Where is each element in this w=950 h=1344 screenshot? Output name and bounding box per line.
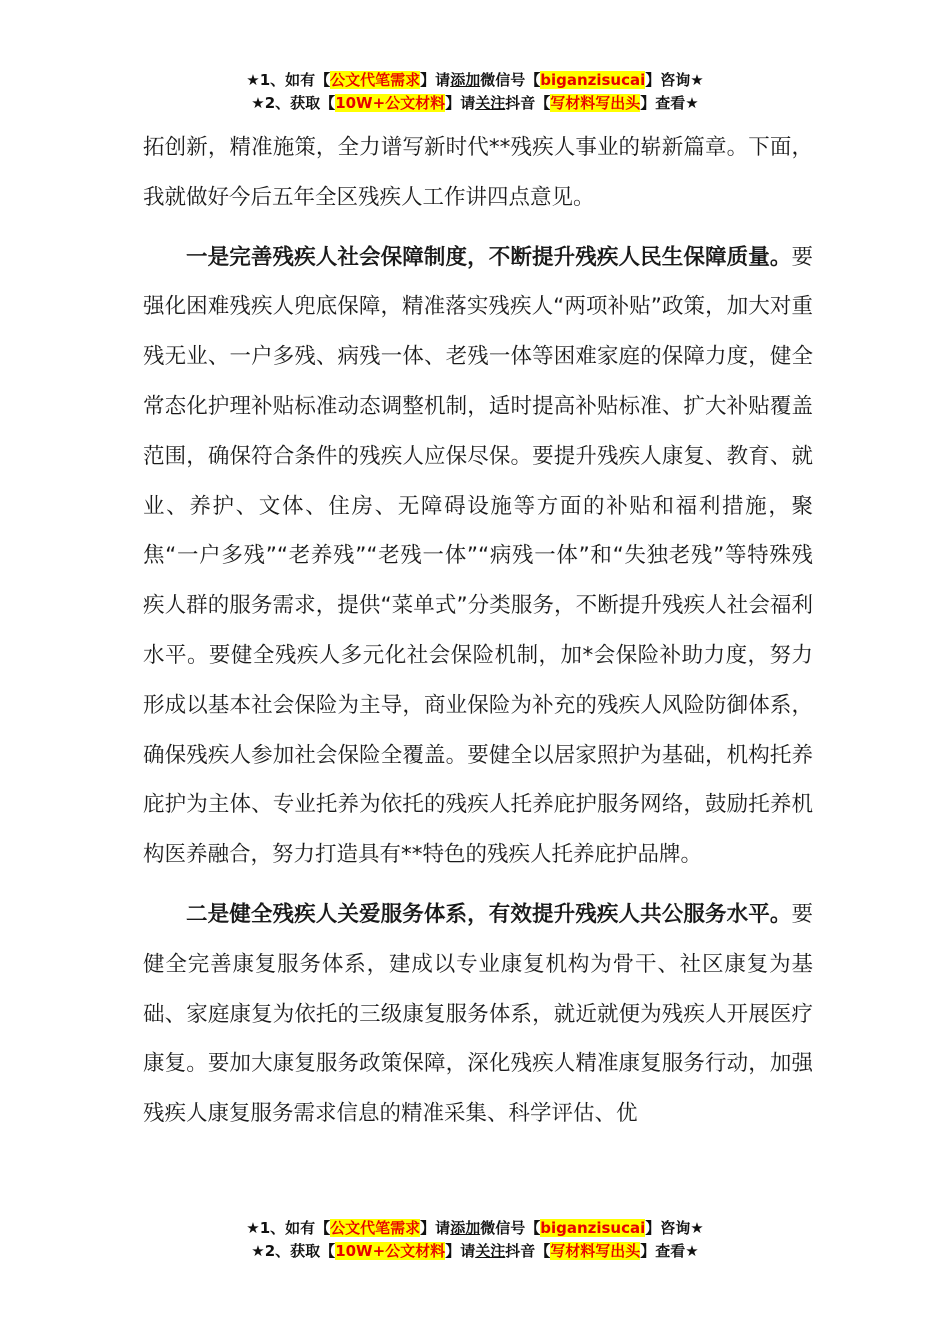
section-1-paragraph [143, 233, 813, 880]
banner-text: 微信号【 [480, 71, 541, 89]
banner-text: ★2、获取【 [251, 94, 336, 112]
banner-underline: 关注 [475, 94, 506, 112]
banner-line-2 [0, 1240, 950, 1263]
section-1-body: 要强化困难残疾人兜底保障，精准落实残疾人“两项补贴”政策，加大对重残无业、一户多残、病残一体、老残一体等困难家庭的保障力度，健全常态化护理补贴标准动态调整机制，适时提高补贴标准、扩大补贴覆盖范围，确保符合条件的残疾人应保尽保。要提升残疾人康复、教育、就业、养护、文体、住房、无障碍设施等方面的补贴和福利措施，聚焦“一户多残”“老养残”“老残一体”“病残一体”和“失独老残”等特殊残疾人群的服务需求，提供“菜单式”分类服务，不断提升残疾人社会福利水平。要健全残疾人多元化社会保险机制，加*会保险补助力度，努力形成以基本社会保险为主导，商业保险为补充的残疾人风险防御体系，确保残疾人参加社会保险全覆盖。要健全以居家照护为基础，机构托养庇护为主体、专业托养为依托的残疾人托养庇护服务网络，鼓励托养机构医养融合，努力打造具有**特色的残疾人托养庇护品牌。 [143, 244, 813, 868]
banner-text: ★1、如有【 [246, 1219, 331, 1237]
header-banner [0, 69, 950, 115]
section-1-heading: 一是完善残疾人社会保障制度，不断提升残疾人民生保障质量。 [186, 244, 792, 270]
banner-text: 】请 [420, 71, 451, 89]
document-body [143, 123, 813, 1139]
banner-text: 抖音【 [505, 1242, 551, 1260]
banner-highlight-wechat-id: biganzisucai [540, 1219, 646, 1237]
banner-text: 】查看★ [640, 1242, 699, 1260]
banner-text: 】请 [445, 94, 476, 112]
banner-highlight-douyin: 写材料写出头 [550, 1242, 641, 1260]
banner-text: 微信号【 [480, 1219, 541, 1237]
banner-line-2 [0, 92, 950, 115]
banner-highlight-materials: 10W+公文材料 [335, 94, 446, 112]
banner-line-1 [0, 69, 950, 92]
banner-text: 】查看★ [640, 94, 699, 112]
banner-underline: 添加 [450, 1219, 481, 1237]
banner-highlight-service: 公文代笔需求 [330, 1219, 421, 1237]
banner-text: 抖音【 [505, 94, 551, 112]
banner-underline: 添加 [450, 71, 481, 89]
banner-text: 】请 [445, 1242, 476, 1260]
footer-banner [0, 1217, 950, 1263]
banner-text: 】请 [420, 1219, 451, 1237]
banner-highlight-wechat-id: biganzisucai [540, 71, 646, 89]
banner-text: ★1、如有【 [246, 71, 331, 89]
banner-line-1 [0, 1217, 950, 1240]
banner-text: 】咨询★ [645, 1219, 704, 1237]
banner-text: 】咨询★ [645, 71, 704, 89]
section-2-paragraph [143, 890, 813, 1139]
banner-highlight-douyin: 写材料写出头 [550, 94, 641, 112]
section-2-heading: 二是健全残疾人关爱服务体系，有效提升残疾人共公服务水平。 [186, 901, 792, 927]
section-2-body: 要健全完善康复服务体系，建成以专业康复机构为骨干、社区康复为基础、家庭康复为依托的三级康复服务体系，就近就便为残疾人开展医疗康复。要加大康复服务政策保障，深化残疾人精准康复服务行动，加强残疾人康复服务需求信息的精准采集、科学评估、优 [143, 901, 813, 1127]
banner-highlight-service: 公文代笔需求 [330, 71, 421, 89]
banner-underline: 关注 [475, 1242, 506, 1260]
banner-text: ★2、获取【 [251, 1242, 336, 1260]
banner-highlight-materials: 10W+公文材料 [335, 1242, 446, 1260]
intro-paragraph: 拓创新，精准施策，全力谱写新时代**残疾人事业的崭新篇章。下面，我就做好今后五年全区残疾人工作讲四点意见。 [143, 135, 813, 210]
